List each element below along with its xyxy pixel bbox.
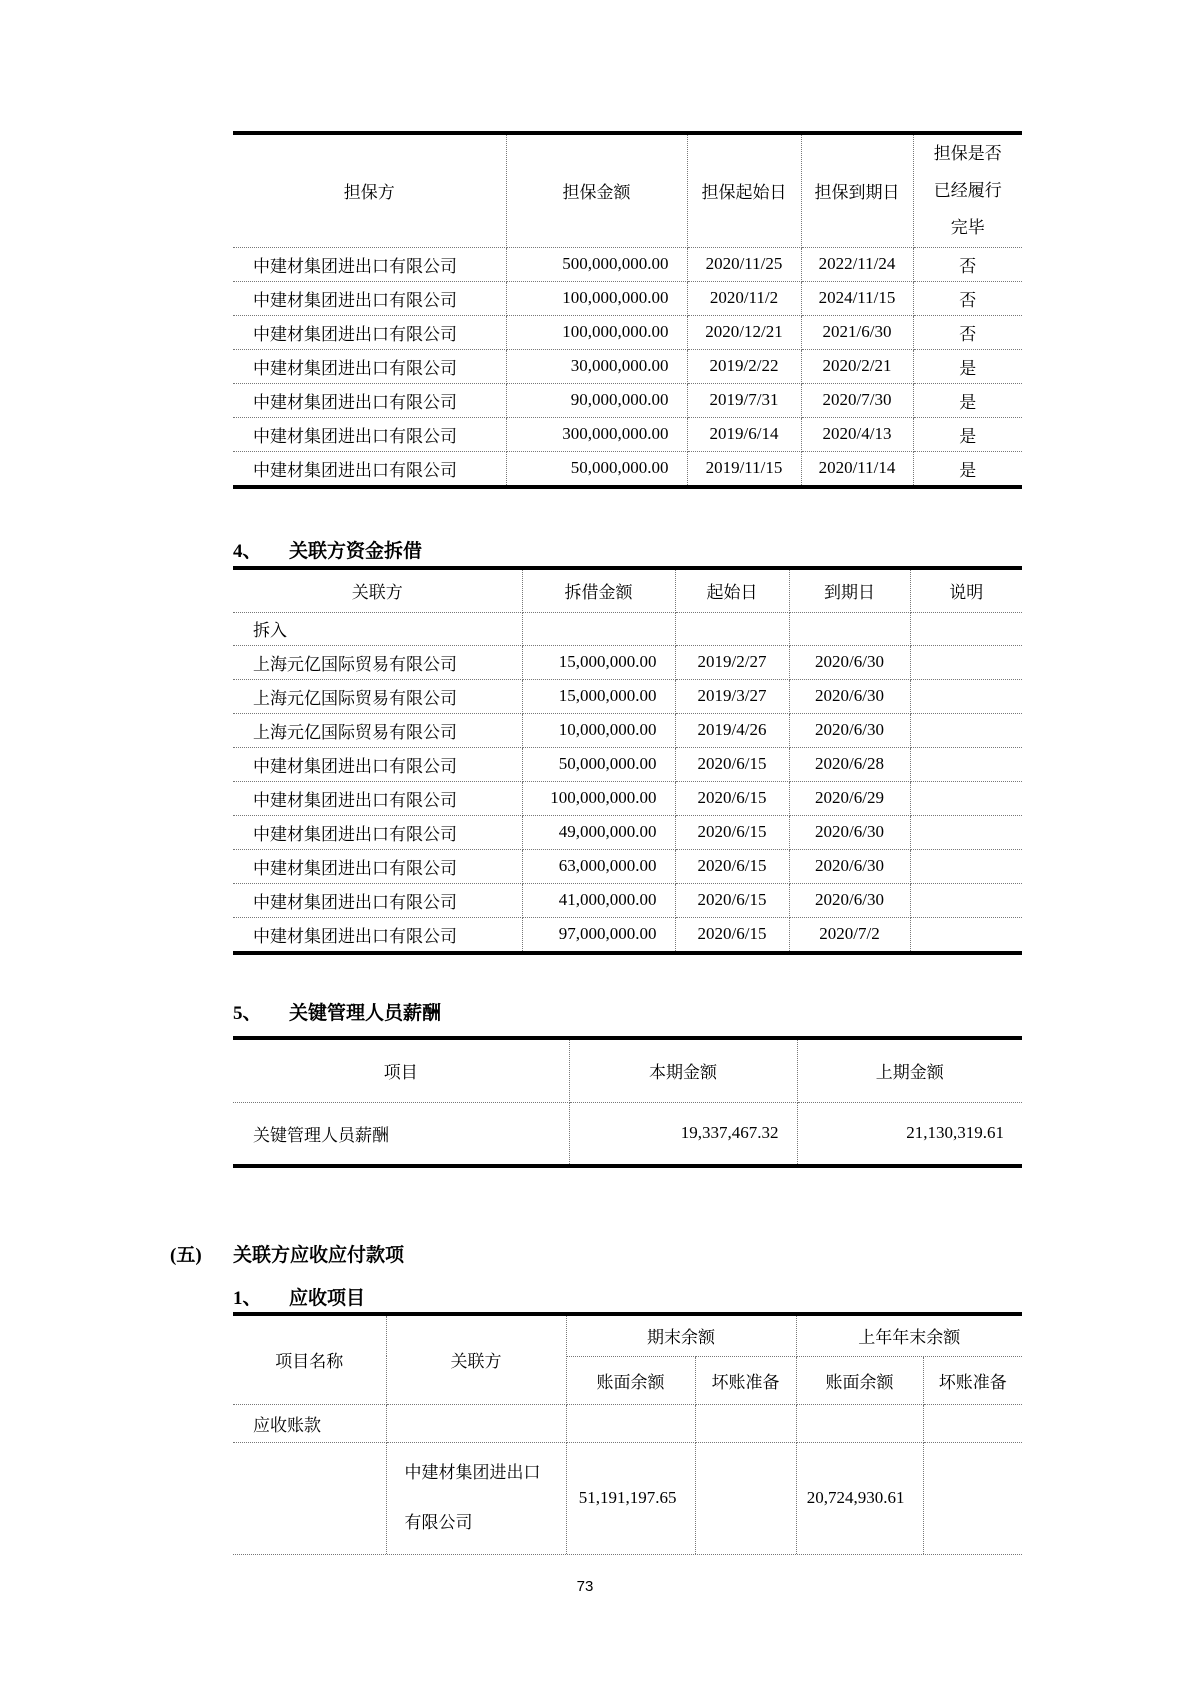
cell-amount: 63,000,000.00 (522, 849, 675, 883)
cell-amount: 49,000,000.00 (522, 815, 675, 849)
section-heading-receivables-payables (170, 1240, 404, 1267)
cell-party: 中建材集团进出口有限公司 (233, 849, 522, 883)
cell-note (910, 747, 1022, 781)
cell-amount: 41,000,000.00 (522, 883, 675, 917)
cell-start: 2020/6/15 (675, 883, 789, 917)
cell-empty (566, 1404, 695, 1442)
section-title: 关联方应收应付款项 (233, 1245, 405, 1266)
cell-amount: 100,000,000.00 (522, 781, 675, 815)
section-heading-loans (233, 536, 422, 563)
cell-empty (695, 1404, 796, 1442)
cell-start: 2020/6/15 (675, 781, 789, 815)
table-row (233, 1442, 1022, 1554)
cell-empty (522, 612, 675, 645)
table-row (233, 281, 1022, 315)
cell-start: 2019/7/31 (687, 383, 801, 417)
table-row (233, 781, 1022, 815)
page-number: 73 (576, 1578, 594, 1595)
header-line: 完毕 (950, 218, 985, 238)
cell-party: 中建材集团进出口有限公司 (233, 883, 522, 917)
cell-note (910, 815, 1022, 849)
cell-end: 2020/6/28 (789, 747, 910, 781)
header-item: 项目 (233, 1040, 569, 1102)
cell-note (910, 679, 1022, 713)
header-book-balance: 账面余额 (796, 1356, 923, 1404)
cell-guarantor: 中建材集团进出口有限公司 (233, 315, 506, 349)
cell-end: 2020/2/21 (801, 349, 913, 383)
group-row (233, 612, 1022, 645)
cell-fulfilled: 否 (913, 247, 1022, 281)
cell-fulfilled: 是 (913, 417, 1022, 451)
table-row (233, 247, 1022, 281)
section-number: 4、 (233, 541, 262, 562)
section-number: 5、 (233, 1003, 262, 1024)
cell-end: 2020/7/2 (789, 917, 910, 951)
header-related-party: 关联方 (386, 1316, 566, 1404)
section-title: 关键管理人员薪酬 (289, 1003, 442, 1024)
cell-amount: 15,000,000.00 (522, 645, 675, 679)
cell-note (910, 781, 1022, 815)
cell-party: 中建材集团进出口有限公司 (233, 747, 522, 781)
cell-prior-amount: 21,130,319.61 (797, 1102, 1022, 1164)
compensation-table (233, 1036, 1022, 1168)
cell-start: 2019/4/26 (675, 713, 789, 747)
cell-empty (910, 612, 1022, 645)
cell-empty (923, 1442, 1022, 1554)
cell-start: 2020/11/25 (687, 247, 801, 281)
guarantee-header-row (233, 135, 1022, 247)
cell-note (910, 645, 1022, 679)
table-row (233, 679, 1022, 713)
cell-start: 2020/6/15 (675, 747, 789, 781)
cell-empty (233, 1442, 386, 1554)
cell-empty (386, 1404, 566, 1442)
table-row (233, 849, 1022, 883)
cell-start: 2020/6/15 (675, 917, 789, 951)
header-prior-year-balance-group: 上年年末余额 (796, 1316, 1022, 1356)
table-row (233, 883, 1022, 917)
section-heading-receivable-items (233, 1283, 365, 1310)
cell-start: 2020/12/21 (687, 315, 801, 349)
table-row (233, 1102, 1022, 1164)
header-loan-note: 说明 (910, 570, 1022, 612)
cell-fulfilled: 否 (913, 281, 1022, 315)
header-ending-balance-group: 期末余额 (566, 1316, 796, 1356)
header-prior-amount: 上期金额 (797, 1040, 1022, 1102)
cell-current-amount: 19,337,467.32 (569, 1102, 797, 1164)
header-item-name: 项目名称 (233, 1316, 386, 1404)
cell-amount: 97,000,000.00 (522, 917, 675, 951)
table-row (233, 315, 1022, 349)
cell-empty (796, 1404, 923, 1442)
cell-end: 2022/11/24 (801, 247, 913, 281)
cell-related-party: 中建材集团进出口有限公司 (386, 1442, 566, 1554)
table-row (233, 383, 1022, 417)
cell-item: 关键管理人员薪酬 (233, 1102, 569, 1164)
cell-end: 2021/6/30 (801, 315, 913, 349)
cell-amount: 10,000,000.00 (522, 713, 675, 747)
cell-guarantor: 中建材集团进出口有限公司 (233, 281, 506, 315)
compensation-header-row (233, 1040, 1022, 1102)
header-loan-amount: 拆借金额 (522, 570, 675, 612)
cell-end: 2024/11/15 (801, 281, 913, 315)
header-line: 担保是否 (933, 144, 1002, 164)
cell-start: 2020/6/15 (675, 815, 789, 849)
cell-end: 2020/6/30 (789, 645, 910, 679)
table-row (233, 1404, 1022, 1442)
header-guarantee-start: 担保起始日 (687, 135, 801, 247)
cell-guarantor: 中建材集团进出口有限公司 (233, 383, 506, 417)
section-title: 关联方资金拆借 (289, 541, 423, 562)
header-bad-debt-provision: 坏账准备 (695, 1356, 796, 1404)
cell-start: 2019/3/27 (675, 679, 789, 713)
cell-start: 2019/2/27 (675, 645, 789, 679)
section-title: 应收项目 (289, 1288, 366, 1309)
loan-header-row (233, 570, 1022, 612)
cell-start: 2020/11/2 (687, 281, 801, 315)
cell-amount: 30,000,000.00 (506, 349, 687, 383)
cell-ending-book-balance: 51,191,197.65 (566, 1442, 695, 1554)
cell-amount: 15,000,000.00 (522, 679, 675, 713)
table-row (233, 815, 1022, 849)
cell-end: 2020/6/29 (789, 781, 910, 815)
cell-guarantor: 中建材集团进出口有限公司 (233, 417, 506, 451)
cell-item-name: 应收账款 (233, 1404, 386, 1442)
table-row (233, 713, 1022, 747)
table-row (233, 349, 1022, 383)
header-loan-end: 到期日 (789, 570, 910, 612)
cell-party: 中建材集团进出口有限公司 (233, 917, 522, 951)
cell-end: 2020/11/14 (801, 451, 913, 485)
header-bad-debt-provision: 坏账准备 (923, 1356, 1022, 1404)
header-guarantee-end: 担保到期日 (801, 135, 913, 247)
cell-note (910, 713, 1022, 747)
table-row (233, 645, 1022, 679)
cell-amount: 100,000,000.00 (506, 281, 687, 315)
section-heading-compensation (233, 998, 441, 1025)
cell-party: 上海元亿国际贸易有限公司 (233, 645, 522, 679)
header-guarantee-fulfilled (913, 135, 1022, 247)
header-current-amount: 本期金额 (569, 1040, 797, 1102)
cell-end: 2020/6/30 (789, 679, 910, 713)
table-row (233, 451, 1022, 485)
cell-start: 2019/2/22 (687, 349, 801, 383)
section-number: 1、 (233, 1288, 262, 1309)
header-book-balance: 账面余额 (566, 1356, 695, 1404)
header-related-party: 关联方 (233, 570, 522, 612)
cell-start: 2020/6/15 (675, 849, 789, 883)
cell-end: 2020/6/30 (789, 815, 910, 849)
header-guarantor: 担保方 (233, 135, 506, 247)
cell-guarantor: 中建材集团进出口有限公司 (233, 247, 506, 281)
cell-start: 2019/11/15 (687, 451, 801, 485)
cell-empty (789, 612, 910, 645)
cell-amount: 100,000,000.00 (506, 315, 687, 349)
cell-amount: 90,000,000.00 (506, 383, 687, 417)
cell-note (910, 849, 1022, 883)
cell-fulfilled: 是 (913, 383, 1022, 417)
header-loan-start: 起始日 (675, 570, 789, 612)
header-line: 已经履行 (933, 181, 1002, 201)
cell-amount: 50,000,000.00 (506, 451, 687, 485)
cell-empty (695, 1442, 796, 1554)
cell-note (910, 883, 1022, 917)
cell-start: 2019/6/14 (687, 417, 801, 451)
receivable-table (233, 1312, 1022, 1555)
cell-guarantor: 中建材集团进出口有限公司 (233, 451, 506, 485)
cell-end: 2020/7/30 (801, 383, 913, 417)
group-label: 拆入 (233, 612, 522, 645)
cell-guarantor: 中建材集团进出口有限公司 (233, 349, 506, 383)
table-row (233, 917, 1022, 951)
cell-fulfilled: 否 (913, 315, 1022, 349)
cell-party: 上海元亿国际贸易有限公司 (233, 679, 522, 713)
header-guarantee-amount: 担保金额 (506, 135, 687, 247)
loan-table (233, 566, 1022, 955)
cell-party: 上海元亿国际贸易有限公司 (233, 713, 522, 747)
cell-fulfilled: 是 (913, 451, 1022, 485)
cell-empty (923, 1404, 1022, 1442)
cell-note (910, 917, 1022, 951)
cell-end: 2020/6/30 (789, 713, 910, 747)
cell-fulfilled: 是 (913, 349, 1022, 383)
cell-end: 2020/6/30 (789, 849, 910, 883)
cell-amount: 50,000,000.00 (522, 747, 675, 781)
cell-prior-book-balance: 20,724,930.61 (796, 1442, 923, 1554)
guarantee-table (233, 131, 1022, 489)
cell-amount: 300,000,000.00 (506, 417, 687, 451)
cell-party: 中建材集团进出口有限公司 (233, 815, 522, 849)
cell-party: 中建材集团进出口有限公司 (233, 781, 522, 815)
receivable-header-row-1 (233, 1316, 1022, 1356)
cell-empty (675, 612, 789, 645)
section-number: (五) (170, 1245, 202, 1266)
table-row (233, 417, 1022, 451)
cell-end: 2020/4/13 (801, 417, 913, 451)
cell-amount: 500,000,000.00 (506, 247, 687, 281)
table-row (233, 747, 1022, 781)
cell-end: 2020/6/30 (789, 883, 910, 917)
